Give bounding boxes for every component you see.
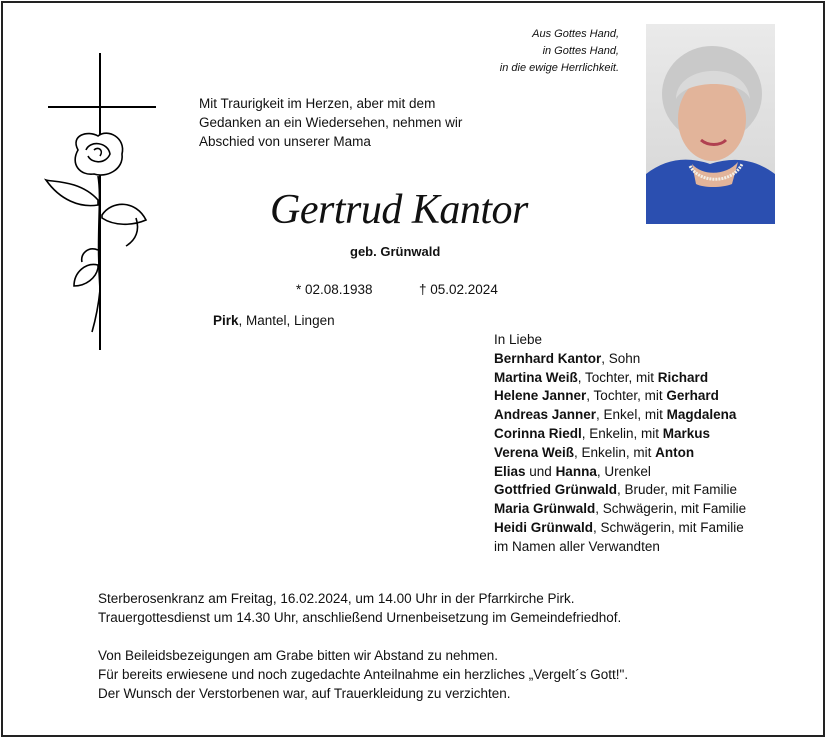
family-member-line [494,350,746,369]
family-relation: , Tochter, mit [586,388,667,404]
intro-text [199,94,462,151]
family-name: Richard [657,369,709,385]
intro-line: Abschied von unserer Mama [199,134,371,149]
place-main: Pirk [213,313,239,328]
family-relation: In Liebe [494,332,543,347]
motto-line: in Gottes Hand, [542,45,619,57]
notices [98,589,628,703]
request-line: Der Wunsch der Verstorbenen war, auf Trauerkleidung zu verzichten. [98,686,511,701]
intro-line: Mit Traurigkeit im Herzen, aber mit dem [199,96,436,111]
family-name: Helene Janner [494,388,587,404]
family-relation: und [525,463,556,479]
family-relation: , Bruder, mit Familie [617,482,738,498]
family-name: Hanna [555,463,597,479]
family-member-line [494,444,746,463]
deceased-name: Gertrud Kantor [270,187,528,233]
family-relation: im Namen aller Verwandten [494,538,660,554]
family-relation: , Enkelin, mit [574,444,656,460]
family-name: Martina Weiß [494,369,578,385]
family-relation: , Schwägerin, mit Familie [595,501,747,517]
rosary-notice: Sterberosenkranz am Freitag, 16.02.2024, um 14.00 Uhr in der Pfarrkirche Pirk. [98,591,575,606]
family-name: Gerhard [666,388,719,404]
family-name: Andreas Janner [494,407,597,423]
family-name: Bernhard Kantor [494,350,602,366]
motto-line: Aus Gottes Hand, [532,28,619,40]
portrait-photo [646,24,775,224]
family-relation: , Urenkel [596,463,651,479]
cross-with-rose-icon [40,50,160,355]
family-member-line [494,481,746,500]
family-member-line [494,519,746,538]
family-member-line [494,463,746,482]
family-name: Magdalena [666,407,737,423]
family-name: Gottfried Grünwald [494,482,617,498]
family-name: Markus [662,425,711,441]
family-member-line [494,500,746,519]
family-name: Heidi Grünwald [494,519,594,535]
family-member-line [494,369,746,388]
family-name: Corinna Riedl [494,425,582,441]
family-relation: , Enkelin, mit [581,425,663,441]
family-relation: , Enkel, mit [596,407,667,423]
birth-date: * 02.08.1938 [296,282,373,297]
family-name: Anton [655,444,695,460]
place-others: , Mantel, Lingen [238,313,335,328]
intro-line: Gedanken an ein Wiedersehen, nehmen wir [199,115,463,130]
family-list [494,331,746,557]
family-member-line [494,387,746,406]
motto-verse [500,26,619,77]
death-date: † 05.02.2024 [419,282,498,297]
family-member-line [494,331,746,350]
family-name: Elias [494,463,526,479]
family-relation: , Sohn [601,350,641,366]
service-notice: Trauergottesdienst um 14.30 Uhr, anschließend Urnenbeisetzung im Gemeindefriedhof. [98,610,622,625]
family-name: Verena Weiß [494,444,575,460]
request-line: Von Beileidsbezeigungen am Grabe bitten wir Abstand zu nehmen. [98,648,499,663]
family-member-line [494,425,746,444]
family-name: Maria Grünwald [494,501,596,517]
family-relation: , Tochter, mit [577,369,658,385]
family-member-line [494,538,746,557]
family-relation: , Schwägerin, mit Familie [593,519,744,535]
birth-name: geb. Grünwald [350,244,441,259]
request-line: Für bereits erwiesene und noch zugedachte Anteilnahme ein herzliches „Vergelt´s Gott!". [98,667,629,682]
places [213,313,335,328]
family-member-line [494,406,746,425]
motto-line: in die ewige Herrlichkeit. [499,62,619,74]
